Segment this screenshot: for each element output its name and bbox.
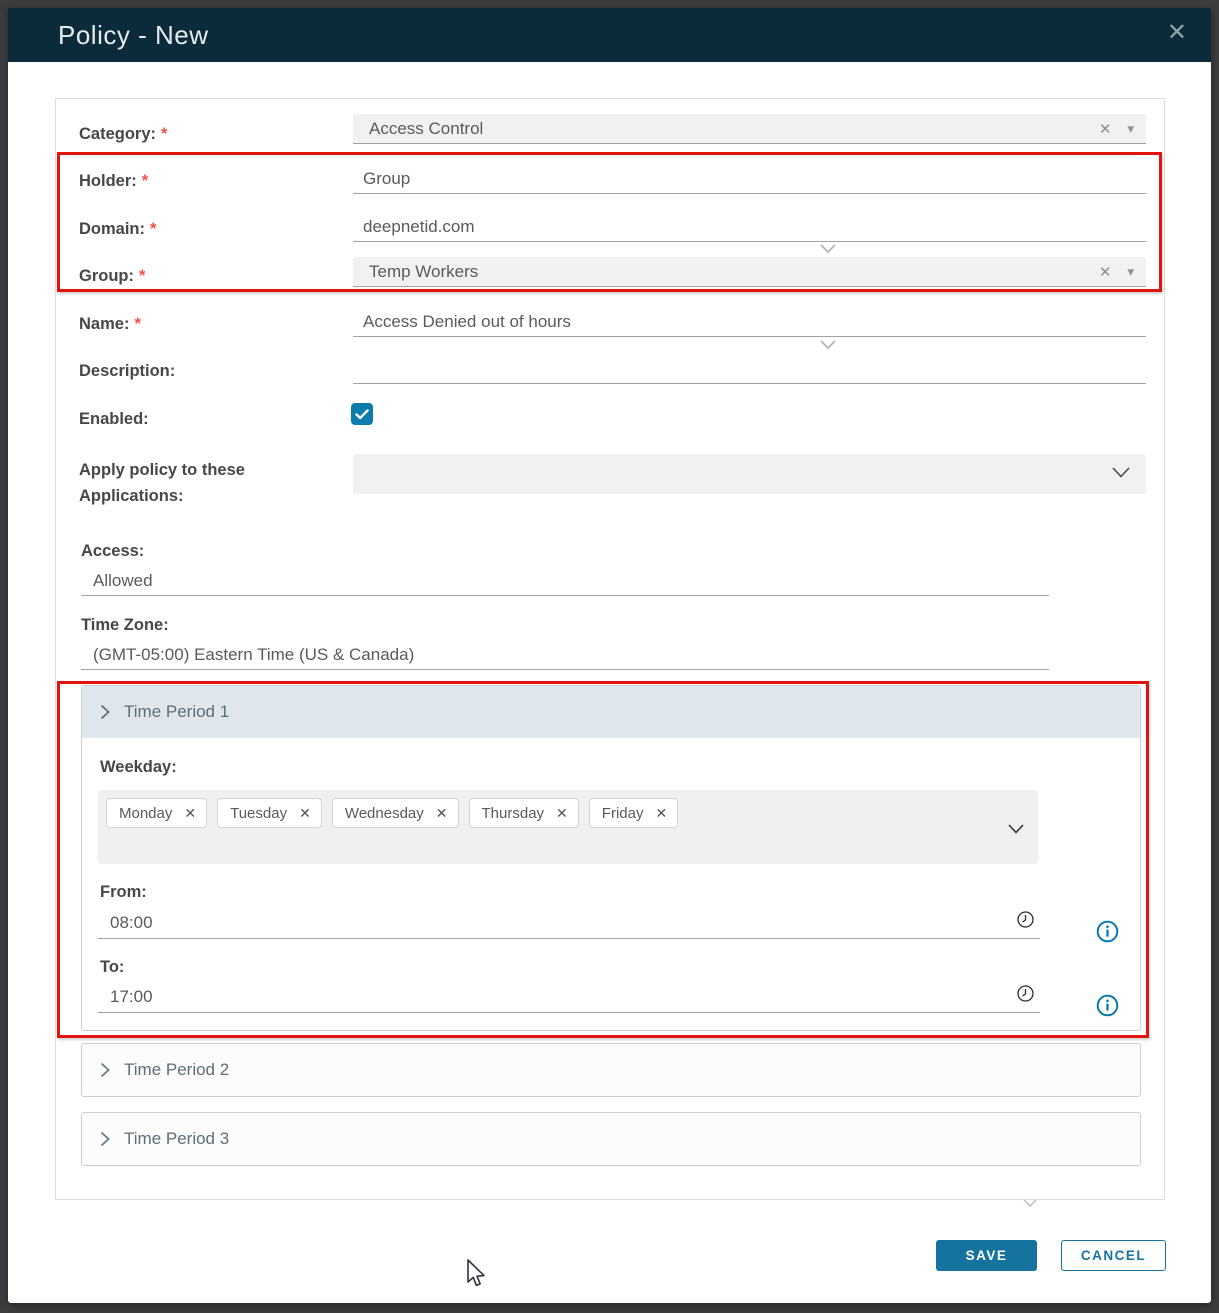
- dialog-header: [8, 8, 1211, 62]
- required-asterisk: *: [161, 125, 168, 143]
- weekday-chip: Monday ✕: [106, 798, 207, 828]
- close-icon[interactable]: ✕: [1166, 19, 1187, 46]
- category-label: Category: *: [79, 125, 168, 143]
- remove-chip-icon[interactable]: ✕: [435, 804, 448, 821]
- holder-label: Holder: *: [79, 172, 149, 190]
- description-label: Description:: [79, 362, 176, 380]
- time-period-2-panel: [81, 1043, 1141, 1097]
- category-select[interactable]: [353, 114, 1146, 144]
- domain-value: deepnetid.com: [363, 217, 475, 236]
- save-button[interactable]: SAVE: [936, 1240, 1037, 1271]
- weekday-chip: Wednesday ✕: [332, 798, 459, 828]
- dialog-title: Policy - New: [58, 19, 209, 50]
- domain-label: Domain: *: [79, 220, 157, 238]
- required-asterisk: *: [134, 315, 141, 333]
- time-period-2-header[interactable]: [82, 1044, 1140, 1096]
- time-period-1-panel: [81, 685, 1141, 1031]
- clock-icon[interactable]: [1017, 985, 1034, 1002]
- chevron-right-icon: [100, 1131, 110, 1147]
- access-select[interactable]: [81, 569, 1049, 596]
- description-input[interactable]: [353, 357, 1146, 384]
- info-icon[interactable]: [1096, 994, 1119, 1017]
- applications-select[interactable]: [353, 454, 1146, 494]
- required-asterisk: *: [150, 220, 157, 238]
- domain-select[interactable]: [353, 214, 1146, 242]
- policy-new-dialog: [8, 8, 1211, 1303]
- caret-down-icon[interactable]: ▾: [1127, 120, 1134, 136]
- time-period-3-header[interactable]: [82, 1113, 1140, 1165]
- category-value: Access Control: [369, 118, 484, 138]
- time-period-1-header[interactable]: [82, 686, 1140, 738]
- time-period-3-panel: [81, 1112, 1141, 1166]
- from-label: From:: [100, 883, 147, 901]
- time-period-2-title: Time Period 2: [124, 1060, 230, 1079]
- weekday-chip: Thursday ✕: [469, 798, 579, 828]
- name-label: Name: *: [79, 315, 141, 333]
- to-label: To:: [100, 958, 125, 976]
- chevron-down-icon[interactable]: [1008, 824, 1024, 834]
- from-value: 08:00: [110, 913, 153, 932]
- checkmark-icon: [355, 409, 369, 420]
- timezone-value: (GMT-05:00) Eastern Time (US & Canada): [93, 645, 415, 664]
- chevron-down-icon[interactable]: [820, 340, 836, 349]
- caret-down-icon[interactable]: ▾: [1127, 263, 1134, 279]
- cancel-button[interactable]: CANCEL: [1061, 1240, 1166, 1271]
- enabled-label: Enabled:: [79, 410, 149, 428]
- holder-value: Group: [363, 169, 411, 188]
- to-value: 17:00: [110, 987, 153, 1006]
- access-value: Allowed: [93, 571, 153, 590]
- clock-icon[interactable]: [1017, 911, 1034, 928]
- weekday-chip: Friday ✕: [589, 798, 678, 828]
- name-input[interactable]: [353, 309, 1146, 337]
- applications-label: Apply policy to these Applications:: [79, 461, 245, 505]
- timezone-label: Time Zone:: [81, 616, 169, 634]
- time-period-1-title: Time Period 1: [124, 702, 230, 721]
- info-icon[interactable]: [1096, 920, 1119, 943]
- chevron-down-icon[interactable]: [1112, 467, 1130, 478]
- clear-icon[interactable]: ✕: [1098, 120, 1112, 138]
- timezone-select[interactable]: [81, 643, 1049, 670]
- group-label: Group: *: [79, 267, 146, 285]
- chevron-down-icon[interactable]: [820, 244, 836, 253]
- from-time-input[interactable]: [98, 910, 1040, 939]
- chevron-down-icon[interactable]: [1023, 1199, 1037, 1207]
- form-card: [55, 98, 1165, 1200]
- to-time-input[interactable]: [98, 984, 1040, 1013]
- enabled-checkbox[interactable]: [351, 403, 373, 425]
- remove-chip-icon[interactable]: ✕: [556, 804, 568, 821]
- time-period-3-title: Time Period 3: [124, 1129, 230, 1148]
- access-label: Access:: [81, 542, 145, 560]
- clear-icon[interactable]: ✕: [1098, 263, 1112, 281]
- holder-select[interactable]: [353, 166, 1146, 194]
- remove-chip-icon[interactable]: ✕: [184, 804, 197, 821]
- remove-chip-icon[interactable]: ✕: [299, 804, 311, 821]
- remove-chip-icon[interactable]: ✕: [655, 804, 668, 821]
- group-value: Temp Workers: [369, 261, 479, 281]
- weekday-multiselect[interactable]: [98, 790, 1038, 864]
- chevron-right-icon: [100, 704, 110, 720]
- chevron-right-icon: [100, 1062, 110, 1078]
- weekday-chip: Tuesday ✕: [217, 798, 322, 828]
- name-value: Access Denied out of hours: [363, 312, 571, 331]
- group-select[interactable]: [353, 257, 1146, 287]
- required-asterisk: *: [141, 172, 149, 190]
- required-asterisk: *: [139, 267, 146, 285]
- weekday-label: Weekday:: [100, 758, 177, 776]
